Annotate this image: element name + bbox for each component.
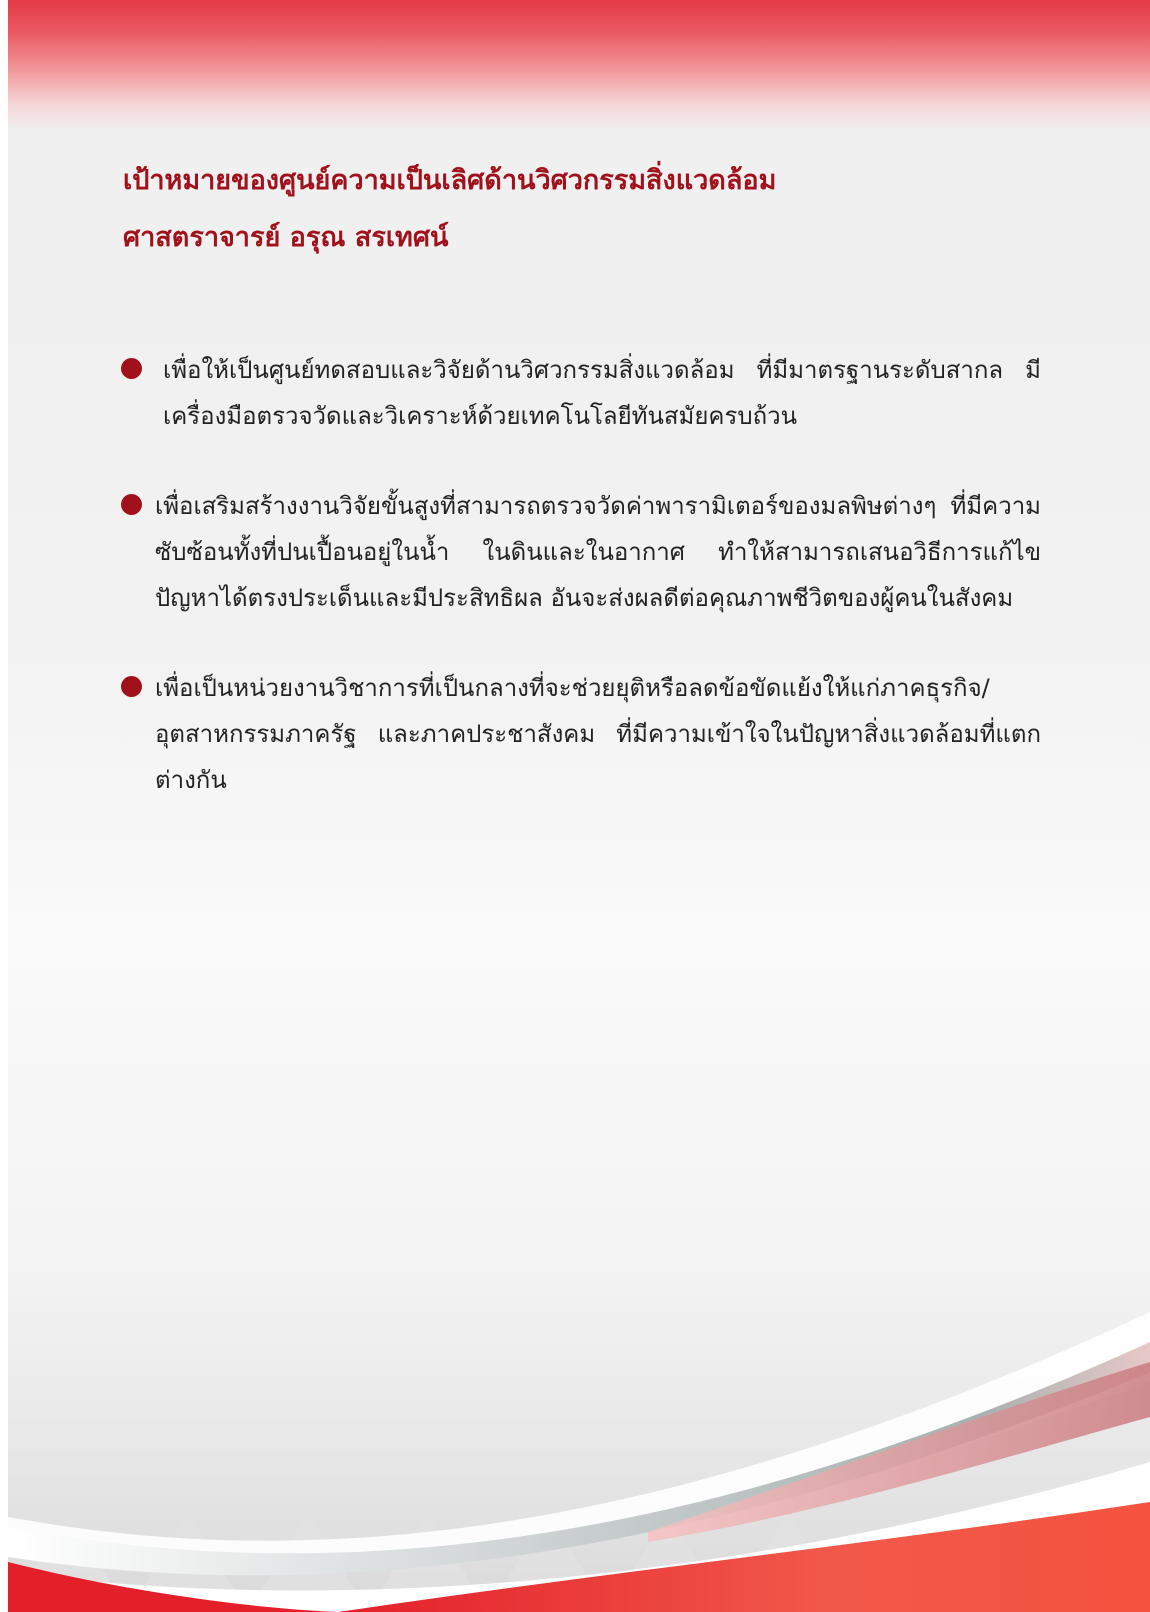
goal-list: [121, 347, 1041, 847]
document-page: [8, 0, 1150, 1612]
goal-text: เพื่อให้เป็นศูนย์ทดสอบและวิจัยด้านวิศวกรรมสิ่งแวดล้อม ที่มีมาตรฐานระดับสากล มีเครื่องมือตรวจวัดและวิเคราะห์ด้วยเทคโนโลยีทันสมัยครบถ้วน: [163, 356, 1041, 430]
list-item: [121, 665, 1041, 803]
goal-text: เพื่อเป็นหน่วยงานวิชาการที่เป็นกลางที่จะช่วยยุติหรือลดข้อขัดแย้งให้แก่ภาคธุรกิจ/อุตสาหกรรมภาครัฐ และภาคประชาสังคม ที่มีความเข้าใจในปัญหาสิ่งแวดล้อมที่แตกต่างกัน: [155, 674, 1041, 794]
top-red-band: [8, 0, 1150, 130]
bottom-wave-decoration: [8, 1212, 1150, 1612]
list-item: [121, 347, 1041, 439]
page-title: เป้าหมายของศูนย์ความเป็นเลิศด้านวิศวกรรมสิ่งแวดล้อม: [123, 165, 777, 196]
bullet-icon: [121, 676, 142, 697]
author-name: ศาสตราจารย์ อรุณ สรเทศน์: [123, 222, 449, 253]
bullet-icon: [121, 358, 142, 379]
goal-text: เพื่อเสริมสร้างงานวิจัยขั้นสูงที่สามารถตรวจวัดค่าพารามิเตอร์ของมลพิษต่างๆ ที่มีความซับซ้อนทั้งที่ปนเปื้อนอยู่ในน้ำ ในดินและในอากาศ ทำให้สามารถเสนอวิธีการแก้ไขปัญหาได้ตรงประเด็นและมีประสิทธิผล อันจะส่งผลดีต่อคุณภาพชีวิตของผู้คนในสังคม: [155, 492, 1041, 612]
list-item: [121, 483, 1041, 621]
title-block: [123, 152, 1023, 266]
bullet-icon: [121, 494, 142, 515]
